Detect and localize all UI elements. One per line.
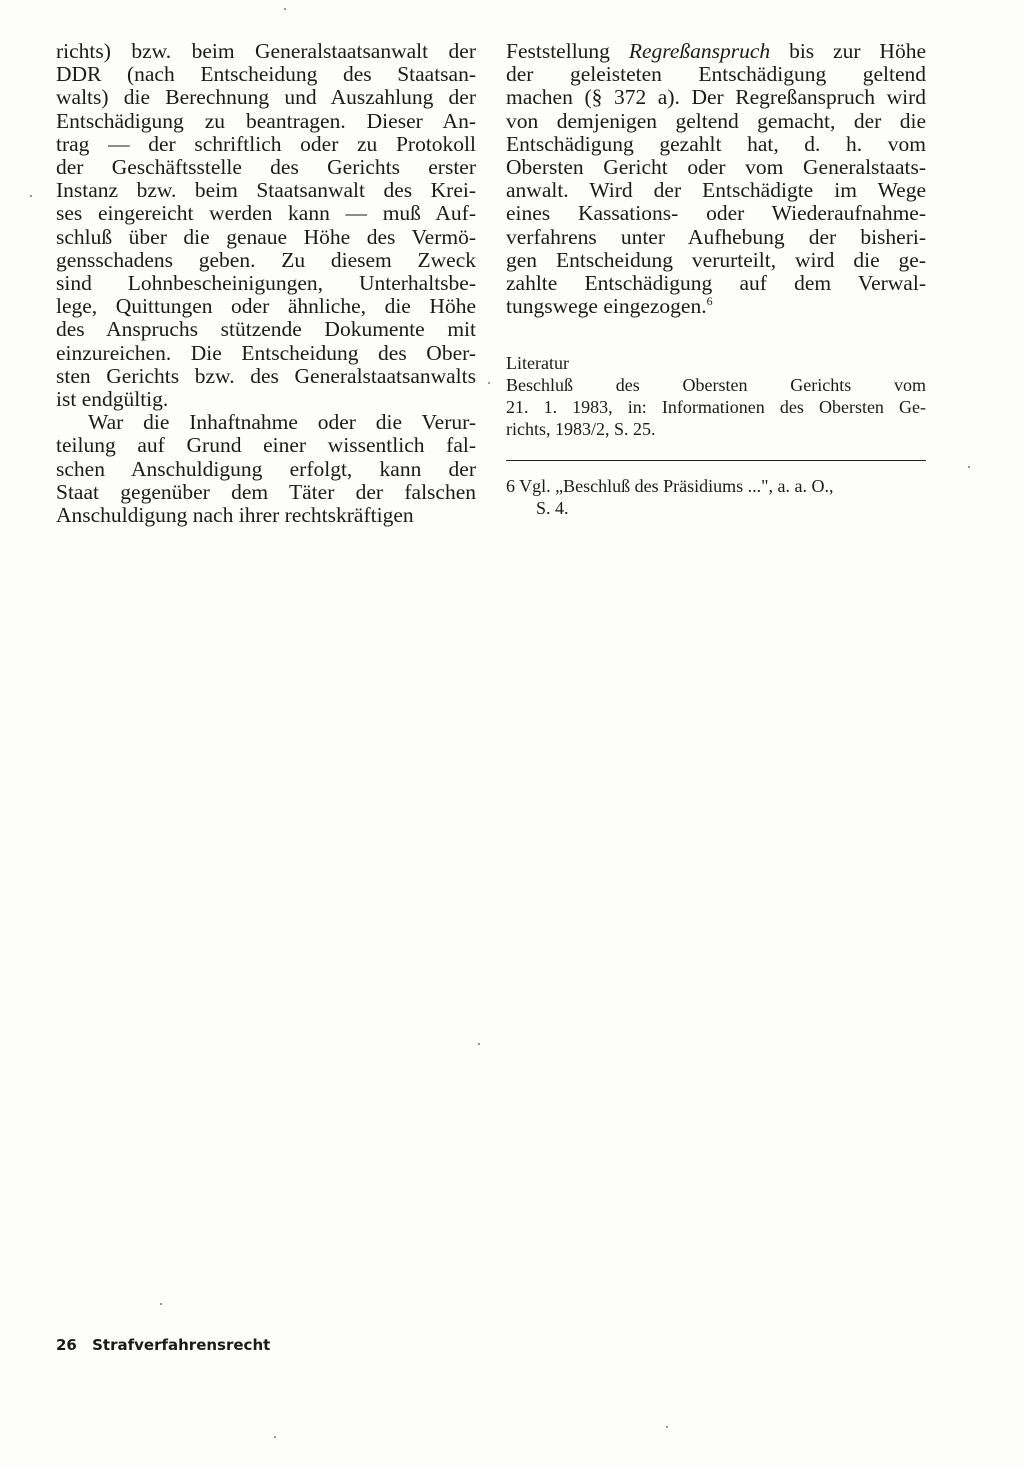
text-line: verfahrens unter Aufhebung der bisheri- — [506, 224, 926, 249]
text-line: gensschadens geben. Zu diesem Zweck — [56, 247, 476, 272]
text-line: einzureichen. Die Entscheidung des Ober- — [56, 340, 476, 365]
text-line: Anschuldigung nach ihrer rechtskräftigen — [56, 503, 414, 528]
text-line: teilung auf Grund einer wissentlich fal- — [56, 433, 476, 458]
text-line: lege, Quittungen oder ähnliche, die Höhe — [56, 294, 476, 319]
literature-line: Beschluß des Obersten Gerichts vom — [506, 375, 926, 396]
text-line: eines Kassations- oder Wiederaufnahme- — [506, 201, 926, 226]
text-line: sind Lohnbescheinigungen, Unterhaltsbe- — [56, 271, 476, 296]
text-line: ist endgültig. — [56, 387, 169, 412]
scan-speck — [30, 195, 32, 197]
footnote-divider — [506, 460, 926, 461]
text-line: walts) die Berechnung und Auszahlung der — [56, 85, 476, 110]
text-line: Entschädigung gezahlt hat, d. h. vom — [506, 131, 926, 156]
text-line: sten Gerichts bzw. des Generalstaatsanwalts — [56, 363, 476, 388]
text-line: trag — der schriftlich oder zu Protokoll — [56, 131, 476, 156]
literature-line: richts, 1983/2, S. 25. — [506, 419, 656, 440]
text-line: gen Entscheidung verurteilt, wird die ge- — [506, 247, 926, 272]
text-line: richts) bzw. beim Generalstaatsanwalt der — [56, 39, 476, 63]
page-footer — [56, 1336, 270, 1354]
text-line: schen Anschuldigung erfolgt, kann der — [56, 456, 476, 481]
right-body — [506, 63, 926, 295]
text-line: der Geschäftsstelle des Gerichts erster — [56, 155, 476, 180]
scan-speck — [274, 1436, 276, 1438]
text-line: des Anspruchs stützende Dokumente mit — [56, 317, 476, 342]
text-line: zahlte Entschädigung auf dem Verwal- — [506, 271, 926, 296]
scan-speck — [666, 1426, 668, 1428]
right-first-line: Feststellung Regreßanspruch bis zur Höhe — [506, 39, 926, 63]
right-last-line: tungswege eingezogen.$^6$ — [506, 294, 713, 319]
text-line: Instanz bzw. beim Staatsanwalt des Krei- — [56, 178, 476, 203]
scan-speck — [478, 1043, 480, 1045]
scan-speck — [160, 1303, 162, 1305]
text-line: machen (§ 372 a). Der Regreßanspruch wird — [506, 85, 926, 110]
scan-speck — [968, 466, 970, 468]
scan-speck — [284, 8, 286, 10]
right-column — [506, 40, 926, 519]
section-title: Strafverfahrensrecht — [92, 1336, 271, 1354]
text-line: Staat gegenüber dem Täter der falschen — [56, 479, 476, 504]
literature-line: 21. 1. 1983, in: Informationen des Obersten Ge- — [506, 397, 926, 418]
literature-entries — [506, 374, 926, 440]
footnote-continuation: S. 4. — [536, 498, 569, 519]
footnote-ref: 6 — [706, 294, 713, 309]
text-line: ses eingereicht werden kann — muß Auf- — [56, 201, 476, 226]
page-number: 26 — [56, 1336, 77, 1354]
scan-speck — [488, 382, 490, 384]
text-line: Entschädigung zu beantragen. Dieser An- — [56, 108, 476, 133]
footnote-line: 6 Vgl. „Beschluß des Präsidiums ...", a. a. O., — [506, 476, 834, 497]
text-line: der geleisteten Entschädigung geltend — [506, 62, 926, 87]
regressanspruch-term: Regreßanspruch — [628, 39, 771, 63]
text-line: War die Inhaftnahme oder die Verur- — [88, 410, 476, 435]
text-line: DDR (nach Entscheidung des Staatsan- — [56, 62, 476, 87]
text-line: Obersten Gericht oder vom Generalstaats- — [506, 155, 926, 180]
text-line: schluß über die genaue Höhe des Vermö- — [56, 224, 476, 249]
text-line: anwalt. Wird der Entschädigte im Wege — [506, 178, 926, 203]
literature-heading: Literatur — [506, 353, 569, 374]
text-line: von demjenigen geltend gemacht, der die — [506, 108, 926, 133]
left-column — [56, 40, 476, 527]
